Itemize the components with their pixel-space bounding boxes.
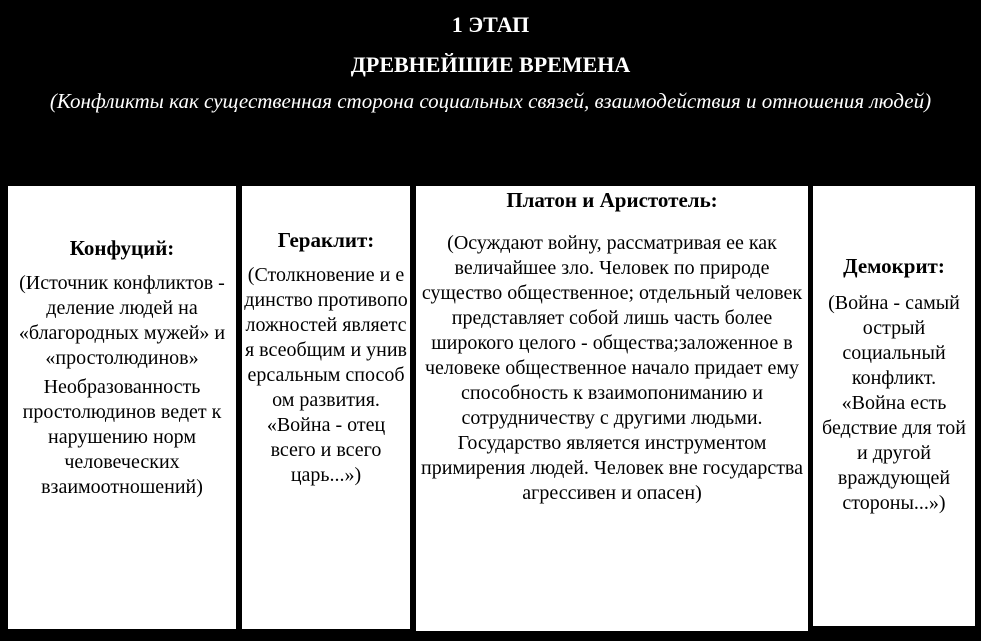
column-democritus (813, 186, 975, 626)
stage-title: ДРЕВНЕЙШИЕ ВРЕМЕНА (350, 52, 631, 77)
column-confucius (8, 186, 236, 629)
philosopher-name: Гераклит: (277, 228, 375, 252)
philosopher-name: Демокрит: (843, 254, 945, 278)
philosopher-name: Платон и Аристотель: (506, 188, 718, 212)
philosopher-text: Необразованность простолюдинов ведет к нарушению норм человеческих взаимоотношений) (22, 376, 222, 498)
philosopher-text: (Столкновение и единство противоположностей является всеобщим и универсальным способом развития. (244, 264, 408, 411)
philosopher-text: «Война есть бедствие для той и другой враждующей стороны...») (822, 392, 966, 514)
stage-number: 1 ЭТАП (451, 12, 530, 37)
stage-header (0, 0, 981, 183)
stage-subtitle: (Конфликты как существенная сторона социальных связей, взаимодействия и отношения людей) (49, 89, 932, 113)
column-heraclitus (242, 186, 410, 629)
philosopher-text: (Осуждают войну, рассматривая ее как величайшее зло. Человек по природе существо общественное; отдельный человек представляет собой лишь часть более широкого целого - общества;заложенное в человеке общественное начало придает ему способность к взаимопониманию и сотрудничеству с другими людьми. Государство является инструментом примирения людей. Человек вне государства агрессивен и опасен) (421, 232, 803, 504)
philosopher-name: Конфуций: (69, 236, 175, 260)
philosopher-text: (Источник конфликтов - деление людей на «благородных мужей» и «простолюдинов» (18, 272, 226, 369)
philosopher-text: «Война - отец всего и всего царь...») (266, 414, 386, 486)
column-plato-aristotle (416, 186, 808, 631)
philosopher-text: (Война - самый острый социальный конфликт. (828, 292, 960, 389)
